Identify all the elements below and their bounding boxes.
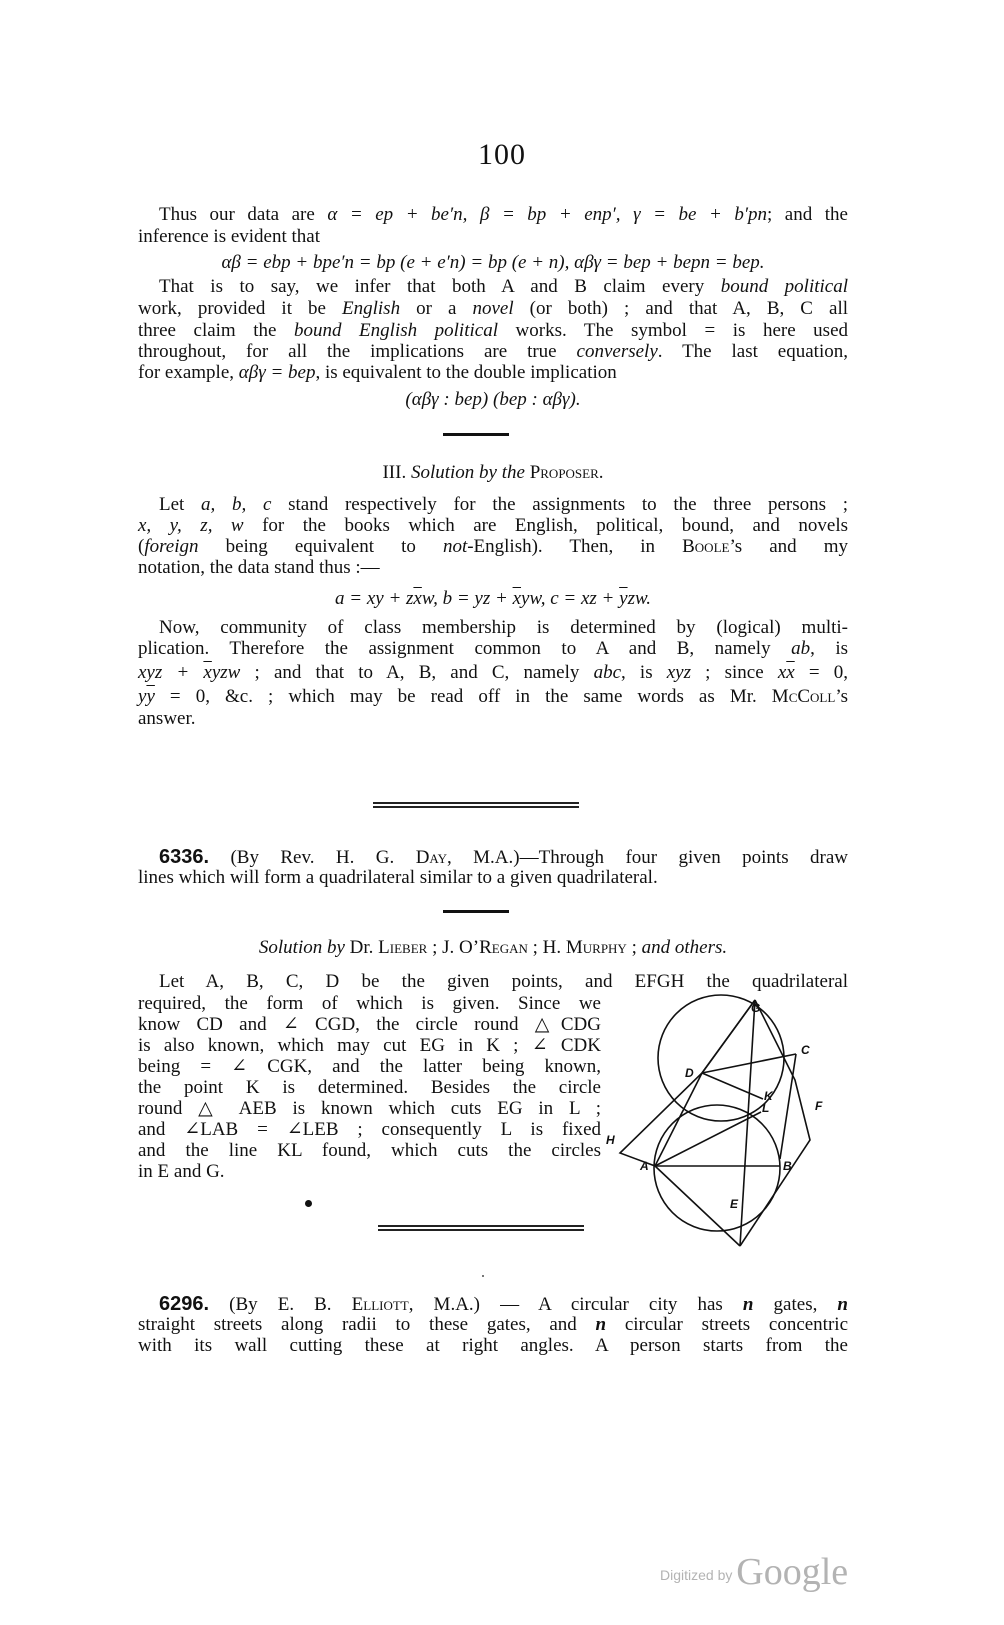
text: , M.A.)—Through four given points draw <box>447 847 848 868</box>
label-e: E <box>730 1197 739 1211</box>
text: ; <box>626 937 642 958</box>
paragraph-line: required, the form of which is given. Since we <box>138 993 601 1014</box>
paragraph-line: inference is evident that <box>138 226 321 247</box>
paragraph-line <box>159 276 848 298</box>
text: circular streets concentric <box>606 1314 848 1335</box>
paragraph-line: the point K is determined. Besides the circle <box>138 1077 601 1098</box>
italic-text: bound English political <box>294 320 498 341</box>
question-number: 6336. <box>159 846 210 868</box>
paragraph-line <box>138 515 848 537</box>
label-d: D <box>685 1066 694 1080</box>
smallcaps-text: Boole <box>682 536 730 557</box>
label-g: G <box>751 1001 761 1015</box>
italic-text: ab <box>791 638 811 659</box>
italic-text: yzw <box>211 662 241 683</box>
text: ; J. O’ <box>427 937 480 958</box>
math-negated: $\overline{y}$ <box>146 686 155 707</box>
side-gf-fe <box>740 1000 810 1246</box>
paragraph-line: in E and G. <box>138 1161 225 1182</box>
paragraph-line: and ∠LAB = ∠LEB ; consequently L is fixed <box>138 1119 601 1140</box>
paragraph-line: being = ∠ CGK, and the latter being known, <box>138 1056 601 1077</box>
question-number: 6296. <box>159 1293 210 1315</box>
text: -English). Then, in <box>467 536 683 557</box>
line-ge <box>740 1000 755 1246</box>
text: stand respectively for the assignments to the three persons ; <box>271 494 849 515</box>
label-k: K <box>764 1089 773 1103</box>
text: work, provided it be <box>138 298 343 319</box>
question-line <box>138 1314 848 1336</box>
text: (or both) ; and that A, B, C all <box>513 298 849 319</box>
line-gd <box>702 1000 755 1073</box>
paragraph-line <box>138 638 848 660</box>
label-l: L <box>762 1101 770 1115</box>
text: , M.A.) — A circular city has <box>408 1294 743 1315</box>
text: three claim the <box>138 320 295 341</box>
smallcaps-text: Elliott <box>351 1294 409 1315</box>
paragraph-line <box>138 662 848 684</box>
smallcaps-text: Day <box>415 847 447 868</box>
italic-text: x, y, z, w <box>138 515 244 536</box>
geometry-figure <box>606 1001 840 1260</box>
ink-spot <box>305 1200 312 1207</box>
watermark-small-text: Digitized by <box>660 1567 737 1583</box>
equation <box>138 588 848 610</box>
label-a: A <box>640 1159 649 1173</box>
text: plication. Therefore the assignment common to A and B, namely <box>138 638 792 659</box>
paragraph-line: Now, community of class membership is determined by (logical) multi- <box>159 617 848 638</box>
google-logo-text: Google <box>736 1551 849 1593</box>
italic-text: a, b, c <box>201 494 272 515</box>
italic-text: Solution by <box>258 937 350 958</box>
heading-smallcaps: Proposer. <box>529 462 604 483</box>
equation: (αβγ : bep) (bep : αβγ). <box>405 389 581 410</box>
paragraph-line <box>138 686 848 708</box>
text: for example, <box>138 362 239 383</box>
text: (By Rev. H. G. <box>209 847 416 868</box>
section-divider <box>443 433 509 436</box>
paragraph-line <box>138 341 848 363</box>
math-expression: α = ep + be′n, β = bp + enp′, γ = be + b′pn <box>327 204 767 225</box>
math-negated: $\overline{x}$ <box>512 588 522 609</box>
text: ; and the <box>766 204 848 225</box>
question-line <box>159 1293 848 1316</box>
math-part: a = xy + z <box>335 588 414 609</box>
text: ; since <box>691 662 778 683</box>
label-f: F <box>815 1099 823 1113</box>
ink-speck <box>482 1275 484 1277</box>
question-divider <box>373 802 579 808</box>
paragraph-line: and the line KL found, which cuts the circles <box>138 1140 601 1161</box>
text: ’s <box>835 686 848 707</box>
text: being equivalent to <box>198 536 443 557</box>
page-number: 100 <box>478 138 526 171</box>
paragraph-line <box>138 298 848 320</box>
text: ; and that to A, B, and C, namely <box>240 662 594 683</box>
equation: αβ = ebp + bpe′n = bp (e + e′n) = bp (e + n), αβγ = bep + bepn = bep. <box>221 252 765 273</box>
text: or a <box>400 298 473 319</box>
solvers-heading <box>138 937 848 959</box>
line-da <box>655 1073 702 1166</box>
text: ; H. <box>527 937 566 958</box>
italic-text: conversely <box>576 341 658 362</box>
italic-text: English <box>342 298 401 319</box>
text: works. The symbol = is here used <box>497 320 849 341</box>
question-line: lines which will form a quadrilateral similar to a given quadrilateral. <box>138 867 658 888</box>
paragraph-line <box>138 362 848 384</box>
math-part: zw. <box>627 588 651 609</box>
paragraph-line: notation, the data stand thus :— <box>138 557 380 578</box>
circle-aeb <box>654 1105 780 1231</box>
italic-text: xyz + <box>138 662 204 683</box>
text: Let <box>159 494 202 515</box>
section-heading <box>138 462 848 484</box>
text: Dr. <box>349 937 379 958</box>
label-b: B <box>783 1159 792 1173</box>
text: , is <box>810 638 848 659</box>
math-negated: $\overline{x}$ <box>786 662 795 683</box>
paragraph-line <box>159 494 848 516</box>
italic-text: x <box>777 662 787 683</box>
text: for the books which are English, political, bound, and novels <box>243 515 848 536</box>
paragraph-line <box>138 320 848 342</box>
italic-text: not <box>442 536 468 557</box>
italic-text: y <box>138 686 147 707</box>
paragraph-line: know CD and ∠ CGD, the circle round △CDG <box>138 1014 601 1035</box>
italic-text: and others. <box>641 937 728 958</box>
paragraph-line <box>159 204 848 226</box>
math-negated: $\overline{y}$ <box>619 588 628 609</box>
italic-variable: n <box>837 1294 848 1315</box>
text: = 0, <box>794 662 848 683</box>
paragraph-line: is also known, which may cut EG in K ; ∠ CDK <box>138 1035 601 1056</box>
text: That is to say, we infer that both A and B claim every <box>159 276 721 297</box>
math-negated: $\overline{x}$ <box>413 588 422 609</box>
math-part: w, b = yz + <box>421 588 513 609</box>
math-negated: $\overline{x}$ <box>203 662 212 683</box>
text: straight streets along radii to these gates, and <box>138 1314 596 1335</box>
solver-name: Regan <box>479 937 528 958</box>
italic-text: bound political <box>720 276 849 297</box>
heading-italic: Solution by the <box>410 462 530 483</box>
line-dk <box>702 1073 763 1099</box>
text: gates, <box>753 1294 838 1315</box>
digitized-by-google-watermark <box>660 1550 848 1594</box>
label-h: H <box>606 1133 615 1147</box>
text: Thus our data are <box>159 204 328 225</box>
text: , is equivalent to the double implication <box>315 362 617 383</box>
question-line <box>159 846 848 869</box>
italic-text: abc <box>593 662 621 683</box>
italic-text: novel <box>472 298 514 319</box>
question-divider <box>378 1225 584 1231</box>
math-part: yw, c = xz + <box>521 588 620 609</box>
italic-text: xyz <box>666 662 692 683</box>
paragraph-line: Let A, B, C, D be the given points, and EFGH the quadrilateral <box>159 971 848 992</box>
text: throughout, for all the implications are true <box>138 341 577 362</box>
text: , is <box>621 662 667 683</box>
heading-numeral: III. <box>382 462 411 483</box>
label-c: C <box>801 1043 810 1057</box>
solver-name: Lieber <box>378 937 428 958</box>
italic-variable: n <box>595 1314 607 1335</box>
text: (By E. B. <box>209 1294 352 1315</box>
italic-text: foreign <box>144 536 199 557</box>
section-divider <box>443 910 509 913</box>
text: ( <box>138 536 145 557</box>
smallcaps-text: McColl <box>771 686 836 707</box>
paragraph-line <box>138 536 848 558</box>
text: = 0, &c. ; which may be read off in the same words as Mr. <box>154 686 772 707</box>
math-expression: αβγ = bep <box>238 362 316 383</box>
question-line: with its wall cutting these at right angles. A person starts from the <box>138 1335 848 1356</box>
text: . The last equation, <box>657 341 848 362</box>
paragraph-line: round △ AEB is known which cuts EG in L ; <box>138 1098 601 1119</box>
line-dc <box>702 1054 796 1073</box>
solver-name: Murphy <box>565 937 627 958</box>
text: ’s and my <box>729 536 848 557</box>
italic-variable: n <box>742 1294 754 1315</box>
paragraph-line: answer. <box>138 708 196 729</box>
